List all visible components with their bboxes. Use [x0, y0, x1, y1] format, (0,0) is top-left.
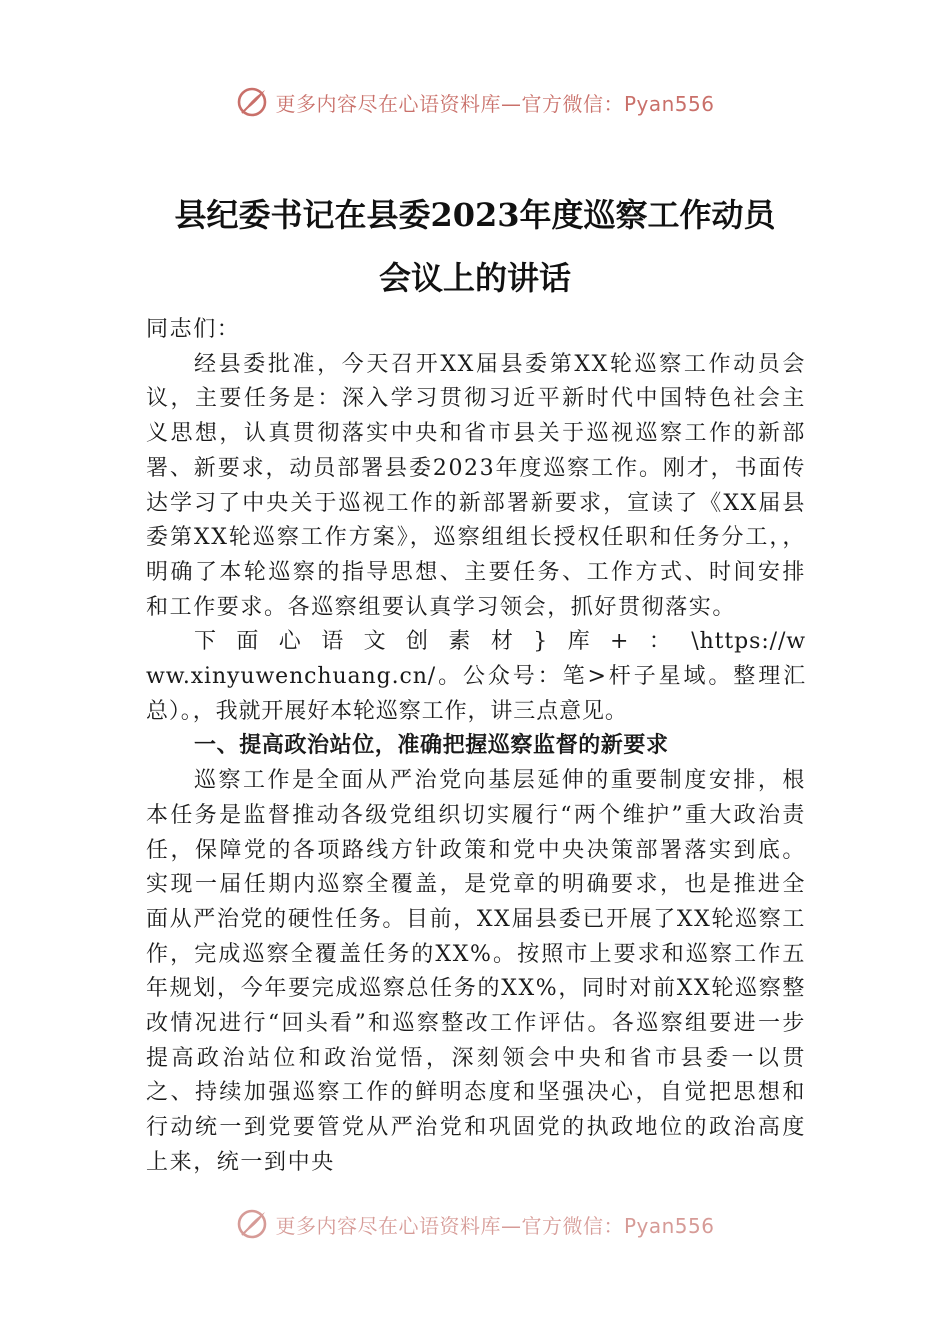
- header-watermark: [0, 82, 950, 122]
- document-body: [146, 313, 806, 1181]
- salutation: 同志们：: [146, 317, 241, 342]
- paragraph-2-lead: 下面心语文创素材}库+：: [194, 629, 692, 655]
- quill-logo-icon: [235, 1207, 269, 1241]
- paragraph-2-rest: \https://www.xinyuwenchuang.cn/。公众号：笔>杆子星域。整理汇总）。，我就开展好本轮巡察工作，讲三点意见。: [146, 629, 806, 724]
- footer-watermark-text: 更多内容尽在心语资料库—官方微信：Pyan556: [275, 1213, 715, 1238]
- document-title-line-1: 县纪委书记在县委2023年度巡察工作动员: [174, 196, 776, 234]
- quill-logo-icon: [235, 85, 269, 119]
- watermark-text: 更多内容尽在心语资料库—官方微信：Pyan556: [275, 91, 715, 116]
- paragraph-2: [146, 625, 806, 729]
- footer-watermark: [0, 1204, 950, 1244]
- section-heading-1: 一、提高政治站位，准确把握巡察监督的新要求: [194, 733, 669, 759]
- paragraph-1: 经县委批准，今天召开XX届县委第XX轮巡察工作动员会议，主要任务是：深入学习贯彻习近平新时代中国特色社会主义思想，认真贯彻落实中央和省市县关于巡视巡察工作的新部署、新要求，动员部署县委2023年度巡察工作。刚才，书面传达学习了中央关于巡视工作的新部署新要求，宣读了《XX届县委第XX轮巡察工作方案》，巡察组组长授权任职和任务分工，，明确了本轮巡察的指导思想、主要任务、工作方式、时间安排和工作要求。各巡察组要认真学习领会，抓好贯彻落实。: [146, 351, 806, 620]
- document-title-line-2: 会议上的讲话: [378, 259, 571, 297]
- paragraph-3: 巡察工作是全面从严治党向基层延伸的重要制度安排，根本任务是监督推动各级党组织切实履行“两个维护”重大政治责任，保障党的各项路线方针政策和党中央决策部署落实到底。实现一届任期内巡察全覆盖，是党章的明确要求，也是推进全面从严治党的硬性任务。目前，XX届县委已开展了XX轮巡察工作，完成巡察全覆盖任务的XX%。按照市上要求和巡察工作五年规划，今年要完成巡察总任务的XX%，同时对前XX轮巡察整改情况进行“回头看”和巡察整改工作评估。各巡察组要进一步提高政治站位和政治觉悟，深刻领会中央和省市县委一以贯之、持续加强巡察工作的鲜明态度和坚强决心，自觉把思想和行动统一到党要管党从严治党和巩固党的执政地位的政治高度上来，统一到中央: [146, 768, 806, 1175]
